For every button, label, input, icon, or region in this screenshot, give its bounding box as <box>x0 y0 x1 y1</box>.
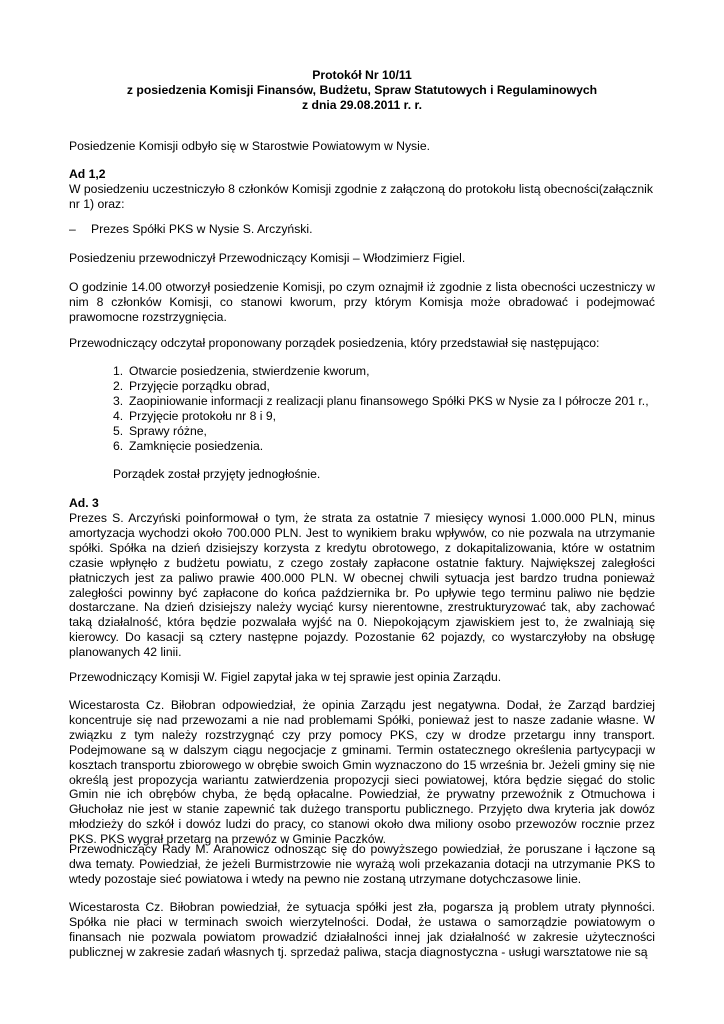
agenda-item: 2. Przyjęcie porządku obrad, <box>113 379 270 393</box>
agenda-item: 4. Przyjęcie protokołu nr 8 i 9, <box>113 409 276 423</box>
opening-paragraph: O godzinie 14.00 otworzył posiedzenie Komisji, po czym oznajmił iż zgodnie z lista obecności uczestniczy w nim 8 członków Komisji, co stanowi kworum, przy którym Komisja może obradować i podejmować prawomocne rozstrzygnięcia. <box>69 280 655 324</box>
attendance-paragraph: W posiedzeniu uczestniczyło 8 członków Komisji zgodnie z załączoną do protokołu listą obecności(załącznik nr 1) oraz: <box>69 182 653 211</box>
protocol-subtitle: z posiedzenia Komisji Finansów, Budżetu, Spraw Statutowych i Regulaminowych <box>126 83 598 97</box>
ad3-paragraph-5: Wicestarosta Cz. Biłobran powiedział, że sytuacja spółki jest zła, pogarsza ją problem utraty płynności. Spółka nie płaci w terminach swoich wierzytelności. Dodał, że ustawa o samorządzie powiatowym o finansach nie pozwala powiatom prowadzić działalności innej jak działalność w zakresie użyteczności publicznej w zakresie zadań własnych tj. sprzedaż paliwa, stacja diagnostyczna - usługi warsztatowe nie są <box>69 900 655 959</box>
guest-dash: – <box>69 222 76 236</box>
agenda-accepted: Porządek został przyjęty jednogłośnie. <box>113 467 321 481</box>
ad3-paragraph-2: Przewodniczący Komisji W. Figiel zapytał jaka w tej sprawie jest opinia Zarządu. <box>69 670 502 684</box>
agenda-item: 6. Zamknięcie posiedzenia. <box>113 439 264 453</box>
ad3-paragraph-4: Przewodniczący Rady M. Aranowicz odnosząc się do powyższego powiedział, że poruszane i łączone są dwa tematy. Powiedział, że jeżeli Burmistrzowie nie wyrażą woli przekazania dotacji na utrzymanie PKS to wtedy pozostaje sieć powiatowa i wtedy na pewno nie zostaną utrzymane dotychczasowe linie. <box>69 842 655 886</box>
protocol-title: Protokół Nr 10/11 <box>312 68 412 82</box>
ad3-paragraph-1: Prezes S. Arczyński poinformował o tym, że strata za ostatnie 7 miesięcy wynosi 1.000.000 PLN, minus amortyzacja wychodzi około 700.000 PLN. Jest to wynikiem braku wpływów, co nie pozwala na utrzymanie spółki. Spółka na dzień dzisiejszy korzysta z kredytu obrotowego, z dokapitalizowania, które w ostatnim czasie wpłynęło z budżetu powiatu, z czego zostały zapłacone ostatnie faktury. Największej zaległości płatniczych jest za paliwo prawie 400.000 PLN. W obecnej chwili sytuacja jest bardzo trudna ponieważ zaległości powinny być zapłacone do końca października br. Po upływie tego terminu paliwo nie będzie dostarczane. Na dzień dzisiejszy należy wyciąć kursy nierentowne, zrestrukturyzować tak, aby zachować taką działalność, która będzie pozwalała wyjść na 0. Niepokojącym zjawiskiem jest to, że zwalniają się kierowcy. Do kasacji są cztery następne pojazdy. Pozostanie 62 pojazdy, co wystarczyłoby na obsługę planowanych 42 linii. <box>69 511 655 660</box>
agenda-item: 1. Otwarcie posiedzenia, stwierdzenie kworum, <box>113 364 370 378</box>
agenda-item: 3. Zaopiniowanie informacji z realizacji planu finansowego Spółki PKS w Nysie za I półrocze 201 r., <box>113 394 649 408</box>
ad3-heading: Ad. 3 <box>69 496 99 510</box>
guest-item: Prezes Spółki PKS w Nysie S. Arczyński. <box>91 222 313 236</box>
agenda-item: 5. Sprawy różne, <box>113 424 207 438</box>
ad3-paragraph-3: Wicestarosta Cz. Biłobran odpowiedział, że opinia Zarządu jest negatywna. Dodał, że Zarząd bardziej koncentruje się nad przewozami a nie nad problemami Spółki, ponieważ jest to nasze zadanie własne. W związku z tym należy rozstrzygnąć czy przy pomocy PKS, czy w drodze przetargu inny transport. Podejmowane są w dalszym ciągu negocjacje z gminami. Termin ostatecznego określenia partycypacji w kosztach transportu zbiorowego w obrębie swoich Gmin wyznaczono do 15 września br. Jeżeli gminy się nie określą jest propozycja wariantu zatwierdzenia propozycji sieci powiatowej, która będzie sięgać do stolic Gmin nie ich obrębów chyba, że będą opłacalne. Powiedział, że prywatny przewoźnik z Otmuchowa i Głuchołaz nie jest w stanie zapewnić tak dużego transportu publicznego. Przyjęto dwa kryteria jak dowóz młodzieży do szkół i dowóz ludzi do pracy, co stanowi około dwa miliony osobo przewozów rocznie przez PKS. PKS wygrał przetarg na przewóz w Gminie Paczków. <box>69 698 655 847</box>
chair-paragraph: Posiedzeniu przewodniczył Przewodniczący Komisji – Włodzimierz Figiel. <box>69 251 466 265</box>
intro-paragraph: Posiedzenie Komisji odbyło się w Starostwie Powiatowym w Nysie. <box>69 139 431 153</box>
protocol-date: z dnia 29.08.2011 r. r. <box>302 98 422 112</box>
ad12-heading: Ad 1,2 <box>69 167 106 181</box>
agenda-intro: Przewodniczący odczytał proponowany porządek posiedzenia, który przedstawiał się następująco: <box>69 336 600 350</box>
